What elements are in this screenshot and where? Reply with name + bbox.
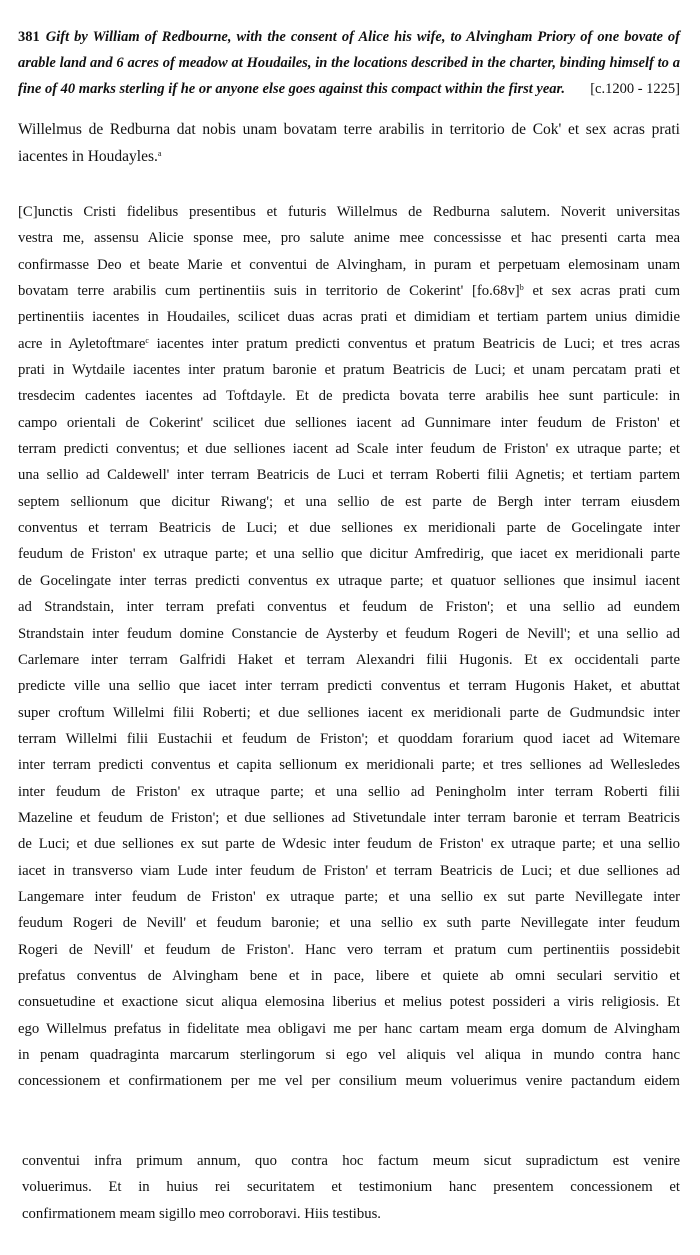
footnote-marker: b bbox=[519, 283, 524, 293]
charter-line: acre in Ayletoftmare$^c$ iacentes inter pratum predicti conventus et pratum Beatricis de Luci; et tres acras bbox=[18, 335, 680, 352]
entry-date: [c.1200 - 1225] bbox=[582, 76, 680, 102]
charter-line: inter terram predicti conventus et capita sellionum ex meridionali parte; et tres selliones ad Wellesledes bbox=[18, 757, 680, 774]
charter-line: consuetudine et exactione sicut aliqua elemosina liberius et melius potest possideri a viris religiosis. Et bbox=[18, 994, 680, 1011]
entry-title: Gift by William of Redbourne, with the consent of Alice his wife, to Alvingham Priory of one bovate of arable land and 6 acres of meadow at Houdailes, in the locations described in the charter, binding himself to a fine of 40 marks sterling if he or anyone else goes against this compact within the first year. bbox=[18, 29, 680, 97]
charter-line: inter feudum de Friston' ex utraque parte; et una sellio ad Peningholm inter terram Roberti filii bbox=[18, 783, 680, 800]
charter-line: terram Willelmi filii Eustachii et feudum de Friston'; et quoddam forarium quod iacet ad Witemare bbox=[18, 730, 680, 747]
charter-line: Carlemare inter terram Galfridi Haket et terram Alexandri filii Hugonis. Et ex occidentali parte bbox=[18, 651, 680, 668]
rubric bbox=[18, 116, 680, 170]
charter-line: bovatam terre arabilis cum pertinentiis suis in territorio de Cokerint' $[fo.68v]^b$ et sex acras prati cum bbox=[18, 283, 681, 300]
charter-continuation-line: voluerimus. Et in huius rei securitatem et testimonium hanc presentem concessionem et bbox=[22, 1179, 680, 1196]
charter-continuation-line: confirmationem meam sigillo meo corroboravi. Hiis testibus. bbox=[22, 1205, 381, 1222]
charter-line: iacet in transverso viam Lude inter feudum de Friston' et terram Beatricis de Luci; et due selliones ad bbox=[18, 862, 680, 879]
charter-line: ad Strandstain, inter terram prefati conventus et feudum de Friston'; et una sellio ad eundem bbox=[18, 599, 680, 616]
charter-line: pertinentiis iacentes in Houdailes, scilicet duas acras prati et dimidiam et tertiam partem unius dimidie bbox=[18, 309, 680, 326]
footnote-marker: c bbox=[145, 335, 149, 345]
entry-number: 381 bbox=[18, 29, 40, 45]
charter-line: feudum Rogeri de Nevill' et feudum baronie; et una sellio ex suth parte Nevillegate inter feudum bbox=[18, 915, 680, 932]
charter-line: confirmasse Deo et beate Marie et conventui de Alvingham, in puram et perpetuam elemosinam unam bbox=[18, 256, 680, 273]
charter-line: [C]unctis Cristi fidelibus presentibus et futuris Willelmus de Redburna salutem. Noverit universitas bbox=[18, 204, 680, 220]
entry-heading bbox=[18, 24, 680, 102]
charter-line: prati in Wytdaile iacentes inter pratum baronie et pratum Beatricis de Luci; et unam percatam prati et bbox=[18, 362, 680, 379]
charter-line: predicte ville una sellio que iacet inter terram predicti conventus et terram Hugonis Haket, et abuttat bbox=[18, 678, 680, 695]
footnote-marker: a bbox=[157, 149, 162, 158]
charter-continuation-line: conventui infra primum annum, quo contra hoc factum meum sicut supradictum est venire bbox=[22, 1153, 680, 1169]
charter-line: feudum de Friston' ex utraque parte; et una sellio que dicitur Amfredirig, que iacet ex meridionali parte bbox=[18, 546, 680, 563]
charter-line: prefatus conventus de Alvingham bene et in pace, libere et quiete ab omni seculari servitio et bbox=[18, 967, 680, 984]
charter-line: super croftum Willelmi filii Roberti; et due selliones iacent ex meridionali parte de Gudmundsic inter bbox=[18, 704, 680, 721]
charter-line: concessionem et confirmationem per me vel per consilium meum voluerimus venire pactandum eidem bbox=[18, 1073, 680, 1090]
charter-line: Langemare inter feudum de Friston' ex utraque parte; et una sellio ex sut parte Nevillegate inter bbox=[18, 888, 680, 905]
charter-line: de Gocelingate inter terras predicti conventus ex utraque parte; et quatuor selliones que insimul iacent bbox=[18, 572, 680, 589]
charter-line: terram predicti conventus; et due selliones iacent ad Scale inter feudum de Friston' ex utraque parte; et bbox=[18, 441, 680, 458]
charter-line: Mazeline et feudum de Friston'; et due selliones ad Stivetundale inter terram baronie et terram Beatricis bbox=[18, 809, 680, 826]
charter-line: una sellio ad Caldewell' inter terram Beatricis de Luci et terram Roberti filii Agnetis; et tertiam partem bbox=[18, 467, 680, 484]
charter-line: conventus et terram Beatricis de Luci; et due selliones ex meridionali parte de Gocelingate inter bbox=[18, 520, 680, 537]
charter-text bbox=[18, 199, 680, 1095]
charter-line: ego Willelmus prefatus in fidelitate mea obligavi me per hanc cartam meam erga domum de Alvingham bbox=[18, 1020, 680, 1037]
charter-line: vestra me, assensu Alicie sponse mee, pro salute anime mee concessisse et hac presenti carta mea bbox=[18, 230, 680, 247]
charter-line: in penam quadraginta marcarum sterlingorum si ego vel aliquis vel aliqua in mundo contra hanc bbox=[18, 1047, 680, 1063]
charter-line: Rogeri de Nevill' et feudum de Friston'. Hanc vero terram et pratum cum pertinentiis possidebit bbox=[18, 941, 680, 958]
rubric-text: Willelmus de Redburna dat nobis unam bovatam terre arabilis in territorio de Cok' et sex acras prati iacentes in Houdayles. bbox=[18, 121, 680, 165]
charter-line: septem sellionum que dicitur Riwang'; et una sellio de est parte de Bergh inter terram eiusdem bbox=[18, 493, 680, 510]
charter-line: tresdecim cadentes iacentes ad Toftdayle. Et de predicta bovata terre arabilis hee sunt particule: in bbox=[18, 388, 680, 405]
charter-line: de Luci; et due selliones ex sut parte de Wdesic inter feudum de Friston' ex utraque parte; et una sellio bbox=[18, 836, 680, 853]
charter-line: campo orientali de Cokerint' scilicet due selliones iacent ad Gunnimare inter feudum de Friston' et bbox=[18, 414, 680, 431]
charter-continuation bbox=[22, 1148, 680, 1227]
charter-line: Strandstain inter feudum domine Constancie de Aysterby et feudum Rogeri de Nevill'; et una sellio ad bbox=[18, 625, 680, 642]
